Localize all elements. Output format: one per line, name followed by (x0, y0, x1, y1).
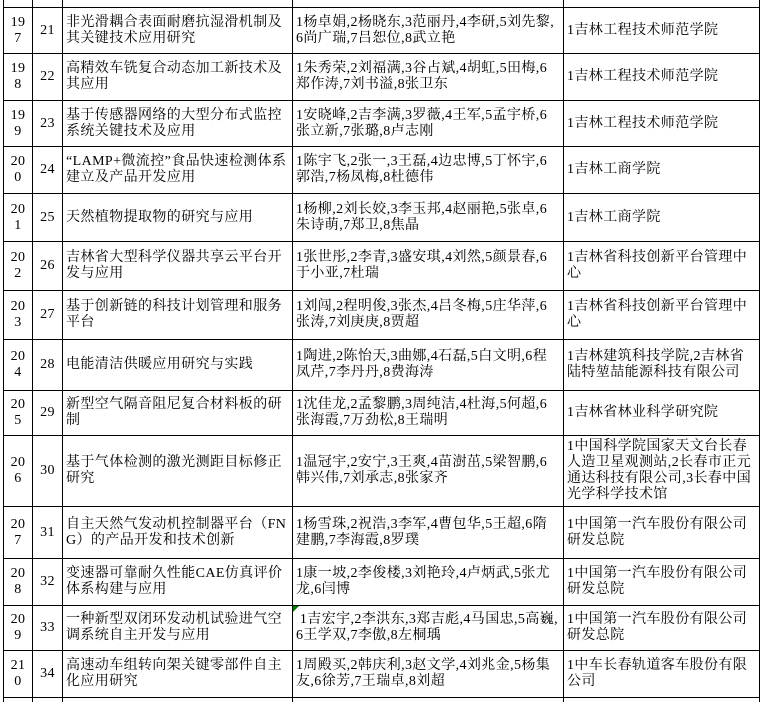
institution-cell[interactable]: 1吉林省科技创新平台管理中心 (564, 291, 760, 340)
partial-row-bottom (4, 698, 760, 703)
row-number-cell[interactable]: 207 (4, 507, 33, 559)
table-row (4, 101, 760, 147)
table-row (4, 340, 760, 391)
institution-cell[interactable]: 1吉林省林业科学研究院 (564, 391, 760, 436)
institution-cell[interactable]: 1吉林工程技术师范学院 (564, 54, 760, 101)
project-title-cell[interactable]: 吉林省大型科学仪器共享云平台开发与应用 (63, 242, 293, 291)
institution-cell[interactable]: 1中国科学院国家天文台长春人造卫星观测站,2长春市正元通达科技有限公司,3长春中国光学科学技术馆 (564, 436, 760, 507)
table-row (4, 391, 760, 436)
partial-cell[interactable] (293, 0, 564, 8)
seq-number-cell[interactable]: 22 (33, 54, 63, 101)
partial-cell[interactable] (4, 698, 33, 703)
institution-cell[interactable]: 1吉林建筑科技学院,2吉林省陆特堃喆能源科技有限公司 (564, 340, 760, 391)
institution-cell[interactable]: 1中国第一汽车股份有限公司研发总院 (564, 559, 760, 606)
table-row (4, 606, 760, 651)
seq-number-cell[interactable]: 31 (33, 507, 63, 559)
project-title-cell[interactable]: 非光滑耦合表面耐磨抗湿滑机制及其关键技术应用研究 (63, 8, 293, 54)
project-title-cell[interactable]: 基于气体检测的激光测距目标修正研究 (63, 436, 293, 507)
row-number-cell[interactable]: 198 (4, 54, 33, 101)
participants-cell[interactable]: 1周殿买,2韩庆利,3赵文学,4刘兆金,5杨集友,6徐芳,7王瑞卓,8刘超 (293, 651, 564, 698)
institution-cell[interactable]: 1中国第一汽车股份有限公司研发总院 (564, 507, 760, 559)
participants-cell[interactable]: 1朱秀荣,2刘福满,3谷占斌,4胡虹,5田梅,6郑作涛,7刘书溢,8张卫东 (293, 54, 564, 101)
seq-number-cell[interactable]: 34 (33, 651, 63, 698)
partial-cell[interactable] (63, 698, 293, 703)
table-row (4, 559, 760, 606)
participants-cell[interactable]: 1安晓峰,2吉李满,3罗薇,4王军,5孟宇桥,6张立新,7张璐,8卢志刚 (293, 101, 564, 147)
table-row (4, 194, 760, 242)
participants-cell[interactable]: 1温冠宇,2安宁,3王爽,4苗澍茁,5梁智鹏,6韩兴伟,7刘承志,8张家齐 (293, 436, 564, 507)
participants-cell[interactable]: 1杨雪珠,2祝浩,3李军,4曹包华,5王超,6隋建鹏,7李海霞,8罗璞 (293, 507, 564, 559)
project-title-cell[interactable]: 电能清洁供暖应用研究与实践 (63, 340, 293, 391)
row-number-cell[interactable]: 200 (4, 147, 33, 194)
participants-cell[interactable]: 1杨卓娟,2杨晓东,3范丽丹,4李研,5刘先黎,6尚广瑞,7吕恕位,8武立艳 (293, 8, 564, 54)
participants-cell[interactable]: 1杨柳,2刘长姣,3李玉邦,4赵丽艳,5张卓,6朱诗萌,7郑卫,8焦晶 (293, 194, 564, 242)
institution-cell[interactable]: 1中车长春轨道客车股份有限公司 (564, 651, 760, 698)
seq-number-cell[interactable]: 26 (33, 242, 63, 291)
participants-cell[interactable]: 1陶进,2陈怡天,3曲娜,4石磊,5白文明,6程凤芹,7李丹丹,8费海涛 (293, 340, 564, 391)
project-title-cell[interactable]: 天然植物提取物的研究与应用 (63, 194, 293, 242)
participants-cell[interactable]: 1康一坡,2李俊楼,3刘艳玲,4卢炳武,5张尤龙,6闫博 (293, 559, 564, 606)
table-row (4, 8, 760, 54)
seq-number-cell[interactable]: 24 (33, 147, 63, 194)
partial-cell[interactable] (33, 0, 63, 8)
projects-table (3, 0, 760, 702)
row-number-cell[interactable]: 203 (4, 291, 33, 340)
table-row (4, 54, 760, 101)
seq-number-cell[interactable]: 21 (33, 8, 63, 54)
seq-number-cell[interactable]: 30 (33, 436, 63, 507)
row-number-cell[interactable]: 199 (4, 101, 33, 147)
institution-cell[interactable]: 1吉林工程技术师范学院 (564, 101, 760, 147)
project-title-cell[interactable]: 基于传感器网络的大型分布式监控系统关键技术及应用 (63, 101, 293, 147)
institution-cell[interactable]: 1吉林省科技创新平台管理中心 (564, 242, 760, 291)
project-title-cell[interactable]: 一种新型双闭环发动机试验进气空调系统自主开发与应用 (63, 606, 293, 651)
row-number-cell[interactable]: 197 (4, 8, 33, 54)
participants-cell[interactable]: 1张世彤,2李青,3盛安琪,4刘然,5颜景春,6于小亚,7杜瑞 (293, 242, 564, 291)
row-number-cell[interactable]: 210 (4, 651, 33, 698)
project-title-cell[interactable]: 高精效车铣复合动态加工新技术及其应用 (63, 54, 293, 101)
row-number-cell[interactable]: 206 (4, 436, 33, 507)
cell-error-indicator-icon (293, 606, 299, 612)
institution-cell[interactable]: 1吉林工程技术师范学院 (564, 8, 760, 54)
table-row (4, 651, 760, 698)
participants-cell[interactable]: 1刘闯,2程明俊,3张杰,4吕冬梅,5庄华萍,6张涛,7刘庚庚,8贾超 (293, 291, 564, 340)
partial-row-top (4, 0, 760, 8)
table-row (4, 507, 760, 559)
seq-number-cell[interactable]: 25 (33, 194, 63, 242)
project-title-cell[interactable]: 新型空气隔音阻尼复合材料板的研制 (63, 391, 293, 436)
seq-number-cell[interactable]: 27 (33, 291, 63, 340)
seq-number-cell[interactable]: 29 (33, 391, 63, 436)
project-title-cell[interactable]: 基于创新链的科技计划管理和服务平台 (63, 291, 293, 340)
project-title-cell[interactable]: 变速器可靠耐久性能CAE仿真评价体系构建与应用 (63, 559, 293, 606)
seq-number-cell[interactable]: 23 (33, 101, 63, 147)
participants-cell[interactable]: 1吉宏宇,2李洪东,3郑吉彪,4马国忠,5高巍,6王学双,7李傲,8左桐瑀 (293, 606, 564, 651)
partial-cell[interactable] (564, 698, 760, 703)
seq-number-cell[interactable]: 33 (33, 606, 63, 651)
row-number-cell[interactable]: 204 (4, 340, 33, 391)
project-title-cell[interactable]: 高速动车组转向架关键零部件自主化应用研究 (63, 651, 293, 698)
partial-cell[interactable] (4, 0, 33, 8)
institution-cell[interactable]: 1中国第一汽车股份有限公司研发总院 (564, 606, 760, 651)
table-row (4, 147, 760, 194)
row-number-cell[interactable]: 205 (4, 391, 33, 436)
seq-number-cell[interactable]: 28 (33, 340, 63, 391)
institution-cell[interactable]: 1吉林工商学院 (564, 147, 760, 194)
partial-cell[interactable] (564, 0, 760, 8)
table-row (4, 291, 760, 340)
project-title-cell[interactable]: 自主天然气发动机控制器平台（FNG）的产品开发和技术创新 (63, 507, 293, 559)
row-number-cell[interactable]: 208 (4, 559, 33, 606)
table-row (4, 242, 760, 291)
row-number-cell[interactable]: 202 (4, 242, 33, 291)
partial-cell[interactable] (33, 698, 63, 703)
participants-cell[interactable]: 1陈宇飞,2张一,3王磊,4边忠博,5丁怀宇,6郭浩,7杨凤梅,8杜德伟 (293, 147, 564, 194)
partial-cell[interactable] (293, 698, 564, 703)
table-row (4, 436, 760, 507)
seq-number-cell[interactable]: 32 (33, 559, 63, 606)
participants-cell[interactable]: 1沈佳龙,2孟黎鹏,3周纯洁,4杜海,5何超,6张海霞,7万劲松,8王瑞明 (293, 391, 564, 436)
partial-cell[interactable] (63, 0, 293, 8)
institution-cell[interactable]: 1吉林工商学院 (564, 194, 760, 242)
row-number-cell[interactable]: 209 (4, 606, 33, 651)
project-title-cell[interactable]: “LAMP+微流控”食品快速检测体系建立及产品开发应用 (63, 147, 293, 194)
row-number-cell[interactable]: 201 (4, 194, 33, 242)
